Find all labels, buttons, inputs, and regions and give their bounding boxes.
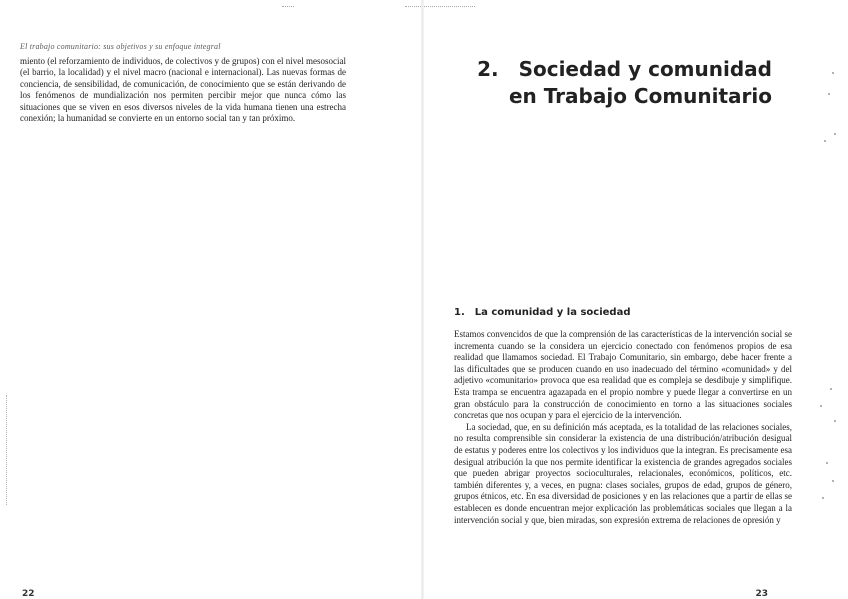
page-number-left: 22	[22, 589, 35, 599]
scan-speck	[822, 497, 824, 499]
section-heading	[454, 307, 630, 318]
chapter-title-line1: Sociedad y comunidad	[518, 57, 772, 81]
section-title: La comunidad y la sociedad	[474, 307, 631, 318]
section-number: 1.	[454, 307, 465, 318]
left-page-text	[20, 56, 346, 124]
body-paragraph-2: La sociedad, que, en su definición más aceptada, es la totalidad de las relaciones sociales, no resulta comprensible sin considerar la existencia de una distribución/atribución desigual de estatus y poderes entre los colectivos y los individuos que la integran. Es precisamente esa desigual atribución la que nos permite identificar la existencia de grandes agregados sociales que pueden abrigar proyectos socioculturales, relacionales, económicos, políticos, etc. también diferentes y, a veces, en pugna: clases sociales, grupos de edad, grupos de género, grupos étnicos, etc. En esa diversidad de posiciones y en las relaciones que a partir de ellas se establecen es donde encuentran mejor explicación las problemáticas sociales que llegan a la intervención social y que, bien miradas, son expresión extrema de relaciones de opresión y	[454, 421, 792, 525]
running-head: El trabajo comunitario: sus objetivos y su enfoque integral	[20, 42, 350, 51]
scan-speck	[830, 388, 832, 390]
right-page	[424, 0, 848, 599]
scan-speck	[824, 140, 826, 142]
chapter-number: 2.	[477, 57, 499, 81]
left-paragraph: miento (el reforzamiento de individuos, de colectivos y de grupos) con el nivel mesosocial (el barrio, la localidad) y el nivel macro (nacional e internacional). Las nuevas formas de conciencia, de sensibilidad, de comunicación, de conocimiento que se están derivando de los fenómenos de mundialización nos permiten percibir mejor que nunca cómo las situaciones que se viven en esos diversos niveles de la vida humana tienen una estrecha conexión; la humanidad se convierte en un entorno social tan y tan próximo.	[20, 56, 346, 124]
left-page	[0, 0, 420, 599]
page-number-right: 23	[755, 589, 768, 599]
scan-speck	[826, 462, 828, 464]
chapter-title	[477, 56, 772, 110]
scan-speck	[832, 480, 834, 482]
scan-speck	[834, 133, 836, 135]
scan-speck	[828, 93, 830, 95]
scan-edge-artifact	[6, 395, 8, 505]
right-page-text	[454, 329, 792, 526]
scan-speck	[820, 405, 822, 407]
scan-speck	[832, 72, 834, 74]
chapter-title-line2: en Trabajo Comunitario	[508, 84, 772, 108]
scan-speck	[834, 420, 836, 422]
body-paragraph-1: Estamos convencidos de que la comprensión de las características de la intervención social se incrementa cuando se la considera un ejercicio conectado con fenómenos propios de esa realidad que llamamos sociedad. El Trabajo Comunitario, sin embargo, debe hacer frente a las dificultades que se producen cuando en uso inadecuado del término «comunidad» y del adjetivo «comunitario» provoca que esa realidad que es compleja se desdibuje y simplifique. Esta trampa se encuentra agazapada en el propio nombre y puede llegar a convertirse en un gran obstáculo para la construcción de conocimiento en torno a las situaciones sociales concretas que nos ocupan y para el ejercicio de la intervención.	[454, 329, 792, 421]
